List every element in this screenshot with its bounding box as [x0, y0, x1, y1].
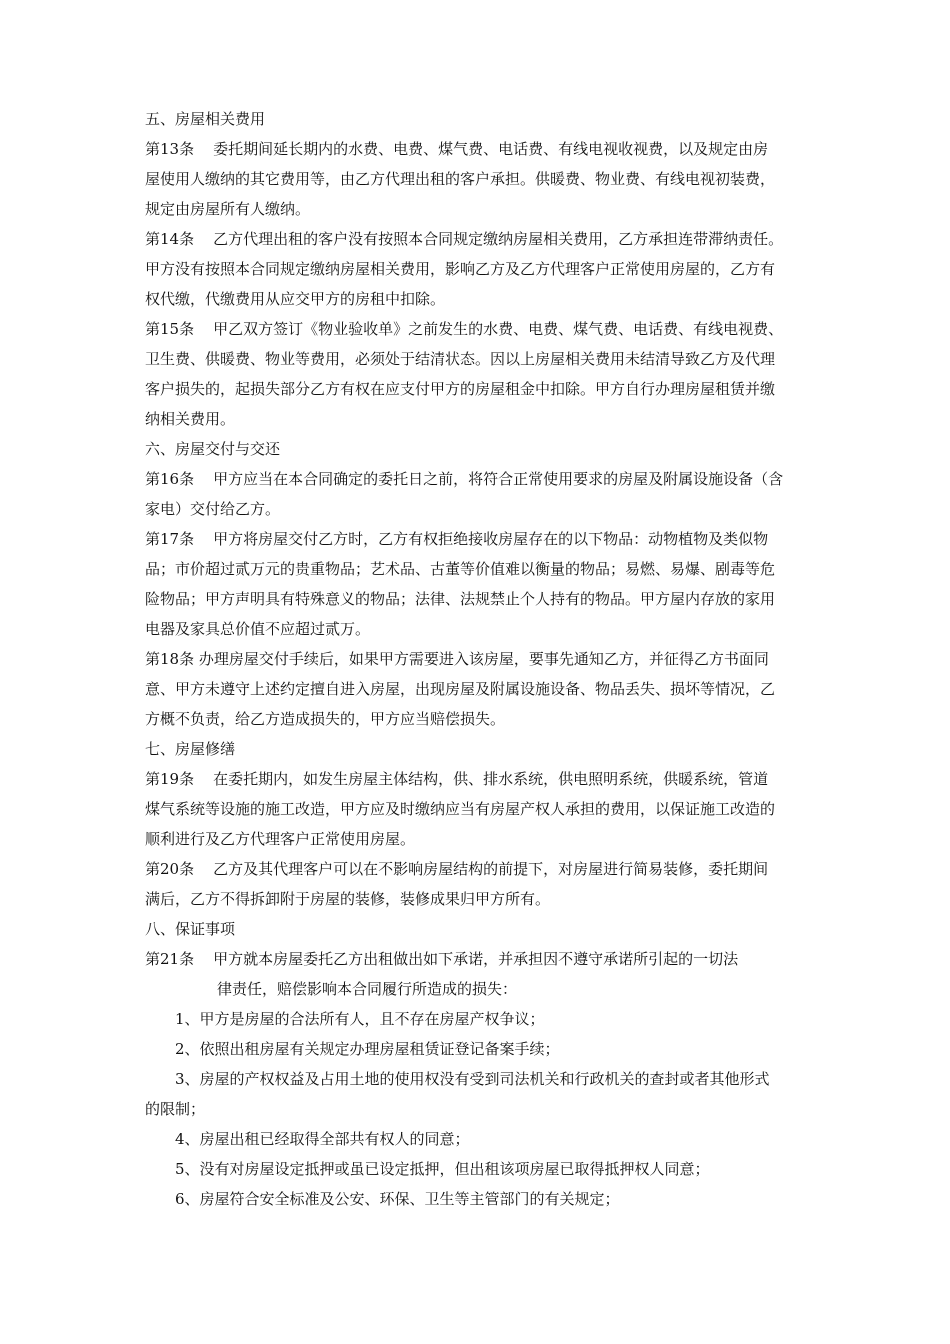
guarantee-item-5: 5、没有对房屋设定抵押或虽已设定抵押，但出租该项房屋已取得抵押权人同意；	[175, 1160, 710, 1178]
clause-15-line-3: 客户损失的，起损失部分乙方有权在应支付甲方的房屋租金中扣除。甲方自行办理房屋租赁并缴	[145, 380, 776, 398]
clause-19-line-2: 煤气系统等设施的施工改造，甲方应及时缴纳应当有房屋产权人承担的费用，以保证施工改造的	[145, 800, 776, 818]
guarantee-item-3-line-1: 3、房屋的产权权益及占用土地的使用权没有受到司法机关和行政机关的查封或者其他形式	[175, 1070, 770, 1088]
guarantee-item-2: 2、依照出租房屋有关规定办理房屋租赁证登记备案手续；	[175, 1040, 560, 1058]
clause-18-line-2: 意、甲方未遵守上述约定擅自进入房屋，出现房屋及附属设施设备、物品丢失、损坏等情况，乙	[145, 680, 776, 698]
guarantee-item-3-line-2: 的限制；	[145, 1100, 206, 1118]
guarantee-item-1: 1、甲方是房屋的合法所有人，且不存在房屋产权争议；	[175, 1010, 545, 1028]
clause-13-line-1: 第13条 委托期间延长期内的水费、电费、煤气费、电话费、有线电视收视费，以及规定由房	[145, 140, 769, 158]
clause-17-line-4: 电器及家具总价值不应超过贰万。	[145, 620, 371, 638]
guarantee-item-4: 4、房屋出租已经取得全部共有权人的同意；	[175, 1130, 470, 1148]
clause-15-line-1: 第15条 甲乙双方签订《物业验收单》之前发生的水费、电费、煤气费、电话费、有线电视费、	[145, 320, 784, 338]
clause-19-line-3: 顺利进行及乙方代理客户正常使用房屋。	[145, 830, 416, 848]
clause-15-line-2: 卫生费、供暖费、物业等费用，必须处于结清状态。因以上房屋相关费用未结清导致乙方及代理	[145, 350, 776, 368]
clause-14-line-1: 第14条 乙方代理出租的客户没有按照本合同规定缴纳房屋相关费用，乙方承担连带滞纳责任。	[145, 230, 784, 248]
clause-20-line-2: 满后，乙方不得拆卸附于房屋的装修，装修成果归甲方所有。	[145, 890, 551, 908]
clause-13-line-2: 屋使用人缴纳的其它费用等，由乙方代理出租的客户承担。供暖费、物业费、有线电视初装费，	[145, 170, 776, 188]
clause-17-line-2: 品；市价超过贰万元的贵重物品；艺术品、古董等价值难以衡量的物品；易燃、易爆、剧毒等危	[145, 560, 776, 578]
section-heading-delivery: 六、房屋交付与交还	[145, 440, 281, 458]
clause-19-line-1: 第19条 在委托期内，如发生房屋主体结构，供、排水系统，供电照明系统，供暖系统，管道	[145, 770, 769, 788]
section-heading-fees: 五、房屋相关费用	[145, 110, 266, 128]
clause-21-line-1: 第21条 甲方就本房屋委托乙方出租做出如下承诺，并承担因不遵守承诺所引起的一切法	[145, 950, 739, 968]
clause-16-line-2: 家电）交付给乙方。	[145, 500, 281, 518]
section-heading-guarantees: 八、保证事项	[145, 920, 236, 938]
clause-17-line-3: 险物品；甲方声明具有特殊意义的物品；法律、法规禁止个人持有的物品。甲方屋内存放的家用	[145, 590, 776, 608]
guarantee-item-6: 6、房屋符合安全标准及公安、环保、卫生等主管部门的有关规定；	[175, 1190, 620, 1208]
contract-body	[145, 104, 815, 1214]
clause-18-line-1: 第18条 办理房屋交付手续后，如果甲方需要进入该房屋，要事先通知乙方，并征得乙方书面同	[145, 650, 769, 668]
section-heading-repair: 七、房屋修缮	[145, 740, 236, 758]
clause-21-line-2: 律责任，赔偿影响本合同履行所造成的损失：	[217, 980, 518, 998]
clause-13-line-3: 规定由房屋所有人缴纳。	[145, 200, 311, 218]
clause-17-line-1: 第17条 甲方将房屋交付乙方时，乙方有权拒绝接收房屋存在的以下物品：动物植物及类似物	[145, 530, 769, 548]
clause-18-line-3: 方概不负责，给乙方造成损失的，甲方应当赔偿损失。	[145, 710, 506, 728]
clause-14-line-3: 权代缴，代缴费用从应交甲方的房租中扣除。	[145, 290, 446, 308]
clause-16-line-1: 第16条 甲方应当在本合同确定的委托日之前，将符合正常使用要求的房屋及附属设施设备（含	[145, 470, 784, 488]
clause-15-line-4: 纳相关费用。	[145, 410, 236, 428]
clause-14-line-2: 甲方没有按照本合同规定缴纳房屋相关费用，影响乙方及乙方代理客户正常使用房屋的，乙方有	[145, 260, 776, 278]
clause-20-line-1: 第20条 乙方及其代理客户可以在不影响房屋结构的前提下，对房屋进行简易装修，委托期间	[145, 860, 769, 878]
